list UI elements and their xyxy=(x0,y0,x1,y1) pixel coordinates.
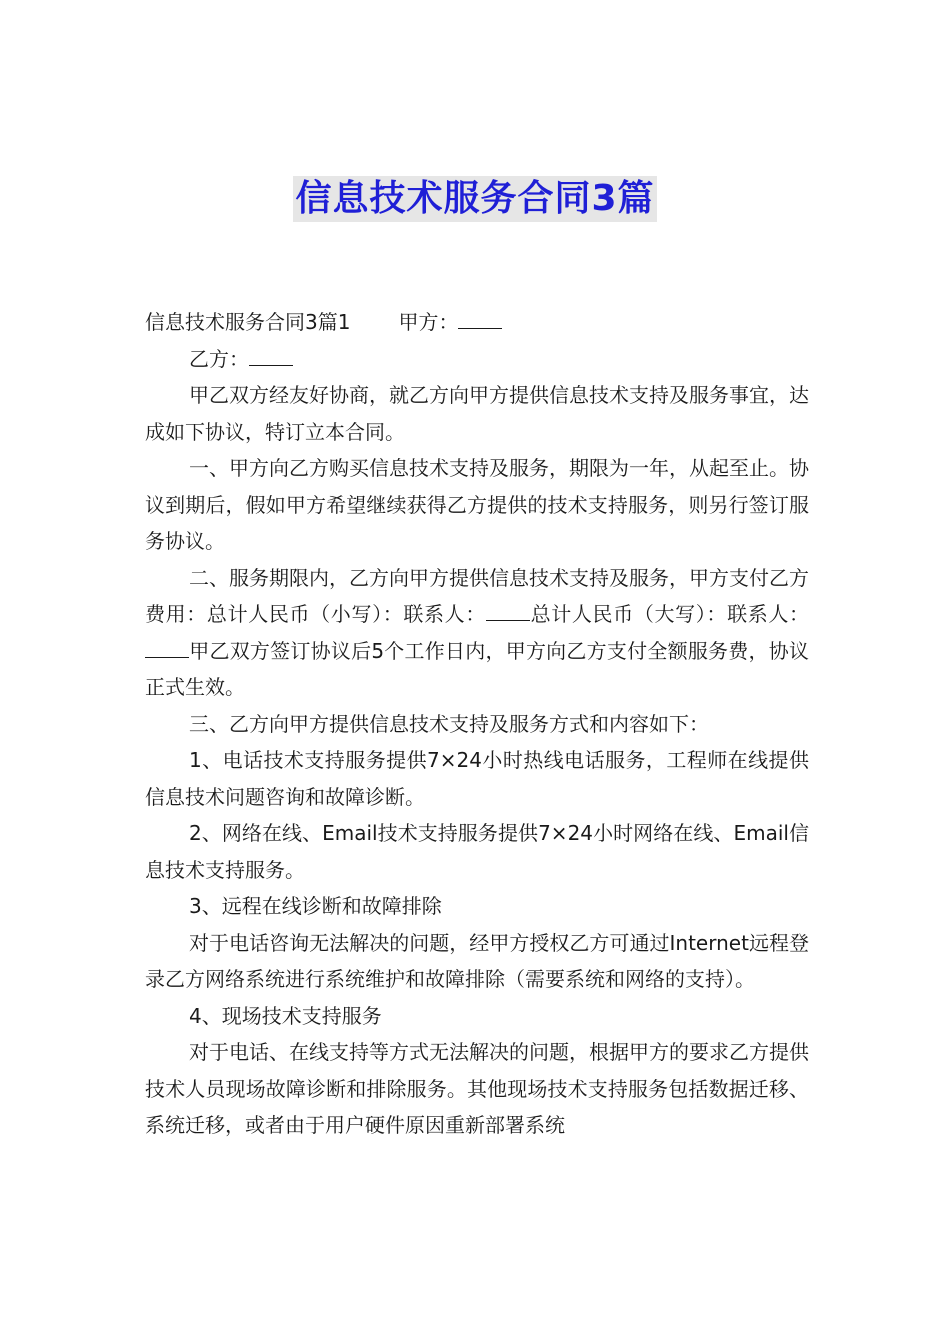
paragraph-item-3: 3、远程在线诊断和故障排除 xyxy=(189,894,442,918)
paragraph-item-1: 1、电话技术支持服务提供7×24小时热线电话服务，工程师在线提供信息技术问题咨询和故障诊断。 xyxy=(145,748,809,809)
paragraph-item-4: 4、现场技术支持服务 xyxy=(189,1003,382,1028)
contract-subtitle: 信息技术服务合同3篇1 xyxy=(145,310,351,334)
paragraph-item-4-detail: 对于电话、在线支持等方式无法解决的问题，根据甲方的要求乙方提供技术人员现场故障诊断和排除服务。其他现场技术支持服务包括数据迁移、系统迁移，或者由于用户硬件原因重新部署系统 xyxy=(145,1040,809,1137)
party-b-line xyxy=(145,341,809,378)
party-a-blank xyxy=(458,328,502,329)
party-a-label: 甲方： xyxy=(398,310,459,334)
paragraph-clause-2 xyxy=(145,560,809,706)
paragraph-clause-3: 三、乙方向甲方提供信息技术支持及服务方式和内容如下： xyxy=(189,711,709,736)
party-b-blank xyxy=(249,365,293,366)
clause-2-part-a: 二、服务期限内，乙方向甲方提供信息技术支持及服务，甲方支付乙方费用：总计人民币（小写）：联系人： xyxy=(145,565,809,626)
paragraph-item-2: 2、网络在线、Email技术支持服务提供7×24小时网络在线、Email信息技术支持服务。 xyxy=(145,821,809,882)
paragraph-heading-line xyxy=(145,304,809,341)
page-title: 信息技术服务合同3篇 xyxy=(293,176,656,222)
paragraph-item-3-detail: 对于电话咨询无法解决的问题，经甲方授权乙方可通过Internet远程登录乙方网络系统进行系统维护和故障排除（需要系统和网络的支持）。 xyxy=(145,930,809,991)
clause-2-part-b: 总计人民币（大写）：联系人： xyxy=(529,602,810,626)
contact-blank-2 xyxy=(145,657,189,658)
party-b-label: 乙方： xyxy=(189,346,249,371)
contact-blank-1 xyxy=(486,620,530,621)
clause-2-part-c: 甲乙双方签订协议后5个工作日内，甲方向乙方支付全额服务费，协议正式生效。 xyxy=(145,638,809,699)
title-block xyxy=(0,176,950,222)
paragraph-intro: 甲乙双方经友好协商，就乙方向甲方提供信息技术支持及服务事宜，达成如下协议，特订立本合同。 xyxy=(145,383,809,444)
document-body xyxy=(145,304,809,1144)
paragraph-clause-1: 一、甲方向乙方购买信息技术支持及服务，期限为一年，从起至止。协议到期后，假如甲方希望继续获得乙方提供的技术支持服务，则另行签订服务协议。 xyxy=(145,456,809,553)
